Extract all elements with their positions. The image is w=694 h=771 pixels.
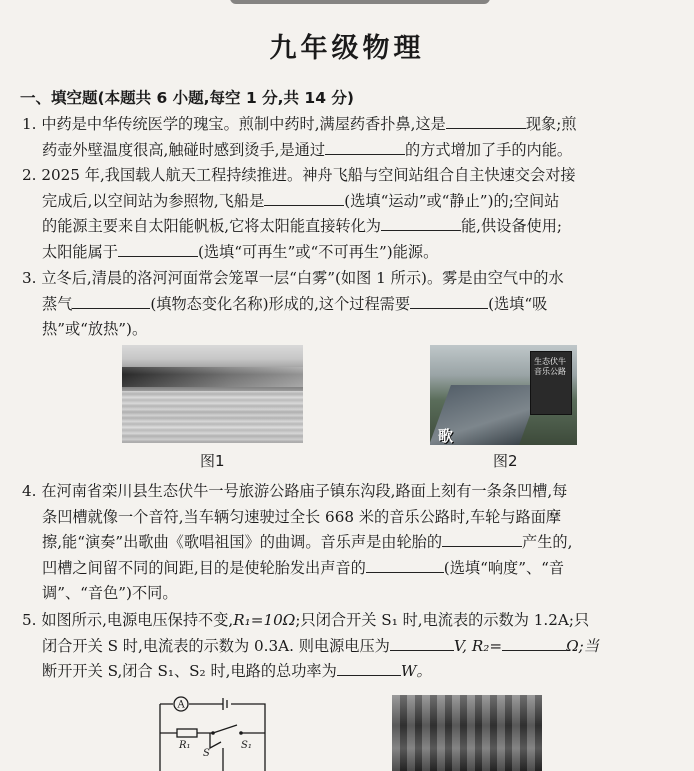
figure-1-caption: 图1: [200, 452, 225, 470]
junction-dot: [211, 731, 215, 735]
question-2: 2. 2025 年,我国载人航天工程持续推进。神舟飞船与空间站组合自主快速交会对接 完成后,以空间站为参照物,飞船是 (选填“运动”或“静止”)的;空间站 的能源主要来自太阳能帆板,它将太阳能直接转化为 能,供设备使用; 太阳能属于 (选填“可再生”或“不可再生”)能源。: [22, 166, 576, 261]
resistor-r1-icon: [177, 729, 197, 737]
figure-1-fog-image: [122, 345, 303, 443]
question-3: 3. 立冬后,清晨的洛河河面常会笼罩一层“白雾”(如图 1 所示)。雾是由空气中的水 蒸气 (填物态变化名称)形成的,这个过程需要 (选填“吸 热”或“放热”)。: [22, 269, 564, 339]
switch-s-icon: [210, 733, 223, 771]
song-caption: 歌: [438, 427, 454, 445]
photo-texture: [392, 695, 542, 771]
answer-blank[interactable]: [381, 216, 461, 231]
question-5: 5. 如图所示,电源电压保持不变,R₁=10Ω;只闭合开关 S₁ 时,电流表的示数为 1.2A;只 闭合开关 S 时,电流表的示数为 0.3A. 则电源电压为 V, R₂= Ω;当 断开开关 S,闭合 S₁、S₂ 时,电路的总功率为 W。: [22, 611, 599, 681]
answer-blank[interactable]: [264, 191, 344, 206]
switch-s1-label: S₁: [241, 740, 252, 751]
switch-s-label: S: [203, 748, 210, 759]
fog-mist-layer: [122, 367, 303, 387]
ammeter-label: A: [177, 699, 185, 711]
resistor-r1-label: R₁: [179, 740, 191, 751]
answer-blank[interactable]: [446, 114, 526, 129]
figure-3-photo: [392, 695, 542, 771]
question-4: 4. 在河南省栾川县生态伏牛一号旅游公路庙子镇东沟段,路面上刻有一条条凹槽,每 条凹槽就像一个音符,当车辆匀速驶过全长 668 米的音乐公路时,车轮与路面摩 擦,能“演奏”出歌曲《歌唱祖国》的曲调。音乐声是由轮胎的 产生的, 凹槽之间留不同的间距,目的是使轮胎发出声音的 (选填“响度”、“音 调”、“音色”)不同。: [22, 482, 573, 603]
answer-blank[interactable]: [366, 558, 444, 573]
circuit-diagram: [155, 690, 275, 771]
circuit-wire-top: [160, 704, 265, 771]
answer-blank[interactable]: [410, 294, 488, 309]
figure-2-road-image: [430, 345, 577, 445]
river-water-layer: [122, 391, 303, 443]
question-1: 1. 中药是中华传统医学的瑰宝。煎制中药时,满屋药香扑鼻,这是 现象;煎 药壶外壁温度很高,触碰时感到烫手,是通过 的方式增加了手的内能。: [22, 115, 577, 159]
cropped-header-strip: [230, 0, 490, 4]
answer-blank[interactable]: [390, 636, 454, 651]
sign-text: 生态伏牛 音乐公路: [534, 357, 566, 376]
answer-blank[interactable]: [325, 140, 405, 155]
answer-blank[interactable]: [337, 661, 401, 676]
figure-2-caption: 图2: [493, 452, 518, 470]
page-title: 九年级物理: [269, 33, 425, 64]
answer-blank[interactable]: [442, 532, 522, 547]
answer-blank[interactable]: [72, 294, 150, 309]
section-heading: 一、填空题(本题共 6 小题,每空 1 分,共 14 分): [20, 89, 354, 107]
junction-dot: [239, 731, 243, 735]
answer-blank[interactable]: [118, 242, 198, 257]
battery-icon: [223, 698, 227, 710]
answer-blank[interactable]: [502, 636, 566, 651]
